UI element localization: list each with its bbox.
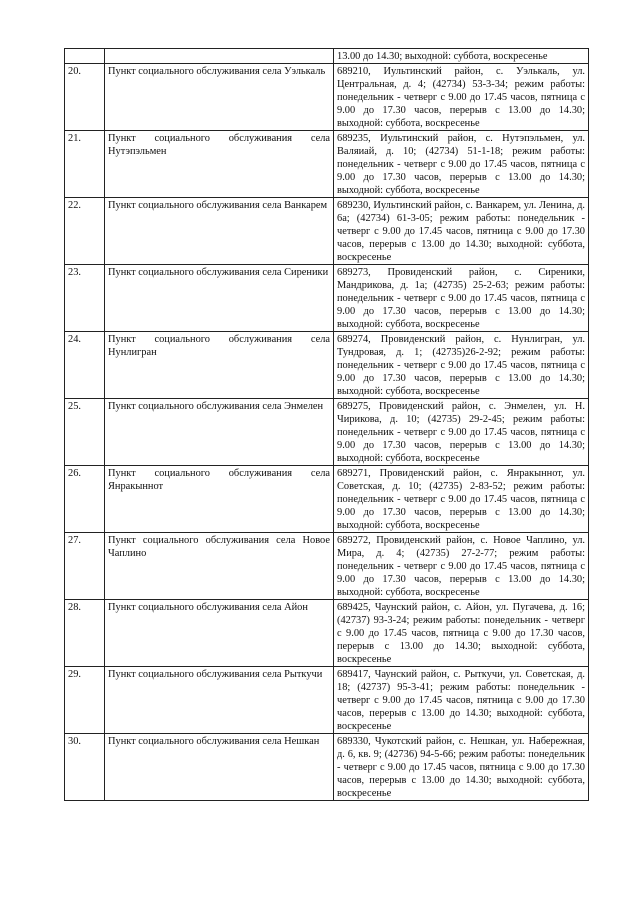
table-row bbox=[65, 332, 589, 399]
point-name: Пункт социального обслуживания села Нутэпэльмен bbox=[105, 131, 334, 198]
table-row bbox=[65, 265, 589, 332]
point-address: 689230, Иультинский район, с. Ванкарем, ул. Ленина, д. 6а; (42734) 61-3-05; режим работы: понедельник - четверг с 9.00 до 17.45 часов, пятница с 9.00 до 17.30 часов, перерыв с 13.00 до 14.30; выходной: суббота, воскресенье bbox=[334, 198, 589, 265]
point-name: Пункт социального обслуживания села Нунлигран bbox=[105, 332, 334, 399]
table-row-continuation bbox=[65, 49, 589, 64]
row-number bbox=[65, 49, 105, 64]
row-number: 28. bbox=[65, 600, 105, 667]
table-row bbox=[65, 64, 589, 131]
row-number: 29. bbox=[65, 667, 105, 734]
point-address: 689273, Провиденский район, с. Сиреники, Мандрикова, д. 1а; (42735) 25-2-63; режим работы: понедельник - четверг с 9.00 до 17.45 часов, пятница с 9.00 до 17.30 часов, перерыв с 13.00 до 14.30; выходной: суббота, воскресенье bbox=[334, 265, 589, 332]
point-name: Пункт социального обслуживания села Энмелен bbox=[105, 399, 334, 466]
point-name bbox=[105, 49, 334, 64]
table-row bbox=[65, 533, 589, 600]
point-address: 689274, Провиденский район, с. Нунлигран, ул. Тундровая, д. 1; (42735)26-2-92; режим работы: понедельник - четверг с 9.00 до 17.45 часов, пятница с 9.00 до 17.30 часов, перерыв с 13.00 до 14.30; выходной: суббота, воскресенье bbox=[334, 332, 589, 399]
table-row bbox=[65, 466, 589, 533]
point-name: Пункт социального обслуживания села Новое Чаплино bbox=[105, 533, 334, 600]
point-name: Пункт социального обслуживания села Нешкан bbox=[105, 734, 334, 801]
row-number: 25. bbox=[65, 399, 105, 466]
row-number: 24. bbox=[65, 332, 105, 399]
table-row bbox=[65, 600, 589, 667]
table-row bbox=[65, 734, 589, 801]
row-number: 21. bbox=[65, 131, 105, 198]
table-row bbox=[65, 198, 589, 265]
point-address: 689275, Провиденский район, с. Энмелен, ул. Н. Чирикова, д. 10; (42735) 29-2-45; режим работы: понедельник - четверг с 9.00 до 17.45 часов, пятница с 9.00 до 17.30 часов, перерыв с 13.00 до 14.30; выходной: суббота, воскресенье bbox=[334, 399, 589, 466]
table-row bbox=[65, 131, 589, 198]
point-address: 689417, Чаунский район, с. Рыткучи, ул. Советская, д. 18; (42737) 95-3-41; режим работы: понедельник - четверг с 9.00 до 17.45 часов, пятница с 9.00 до 17.30 часов, перерыв с 13.00 до 14.30; выходной: суббота, воскресенье bbox=[334, 667, 589, 734]
row-number: 27. bbox=[65, 533, 105, 600]
point-address: 13.00 до 14.30; выходной: суббота, воскресенье bbox=[334, 49, 589, 64]
table-row bbox=[65, 399, 589, 466]
row-number: 22. bbox=[65, 198, 105, 265]
row-number: 23. bbox=[65, 265, 105, 332]
point-address: 689330, Чукотский район, с. Нешкан, ул. Набережная, д. 6, кв. 9; (42736) 94-5-66; режим работы: понедельник - четверг с 9.00 до 17.45 часов, пятница с 9.00 до 17.30 часов, перерыв с 13.00 до 14.30; выходной: суббота, воскресенье bbox=[334, 734, 589, 801]
row-number: 20. bbox=[65, 64, 105, 131]
point-name: Пункт социального обслуживания села Рыткучи bbox=[105, 667, 334, 734]
row-number: 26. bbox=[65, 466, 105, 533]
point-address: 689210, Иультинский район, с. Уэлькаль, ул. Центральная, д. 4; (42734) 53-3-34; режим работы: понедельник - четверг с 9.00 до 17.45 часов, пятница с 9.00 до 17.30 часов, перерыв с 13.00 до 14.30; выходной: суббота, воскресенье bbox=[334, 64, 589, 131]
point-name: Пункт социального обслуживания села Янракыннот bbox=[105, 466, 334, 533]
table-row bbox=[65, 667, 589, 734]
point-name: Пункт социального обслуживания села Сиреники bbox=[105, 265, 334, 332]
point-name: Пункт социального обслуживания села Айон bbox=[105, 600, 334, 667]
point-address: 689271, Провиденский район, с. Янракыннот, ул. Советская, д. 10; (42735) 2-83-52; режим работы: понедельник - четверг с 9.00 до 17.45 часов, пятница с 9.00 до 17.30 часов, перерыв с 13.00 до 14.30; выходной: суббота, воскресенье bbox=[334, 466, 589, 533]
point-address: 689235, Иультинский район, с. Нутэпэльмен, ул. Валяиай, д. 10; (42734) 51-1-18; режим работы: понедельник - четверг с 9.00 до 17.45 часов, пятница с 9.00 до 17.30 часов, перерыв с 13.00 до 14.30; выходной: суббота, воскресенье bbox=[334, 131, 589, 198]
social-service-points-table bbox=[64, 48, 589, 801]
point-name: Пункт социального обслуживания села Уэлькаль bbox=[105, 64, 334, 131]
point-name: Пункт социального обслуживания села Ванкарем bbox=[105, 198, 334, 265]
point-address: 689425, Чаунский район, с. Айон, ул. Пугачева, д. 16; (42737) 93-3-24; режим работы: понедельник - четверг с 9.00 до 17.45 часов, пятница с 9.00 до 17.30 часов, перерыв с 13.00 до 14.30; выходной: суббота, воскресенье bbox=[334, 600, 589, 667]
row-number: 30. bbox=[65, 734, 105, 801]
point-address: 689272, Провиденский район, с. Новое Чаплино, ул. Мира, д. 4; (42735) 27-2-77; режим работы: понедельник - четверг с 9.00 до 17.45 часов, пятница с 9.00 до 17.30 часов, перерыв с 13.00 до 14.30; выходной: суббота, воскресенье bbox=[334, 533, 589, 600]
